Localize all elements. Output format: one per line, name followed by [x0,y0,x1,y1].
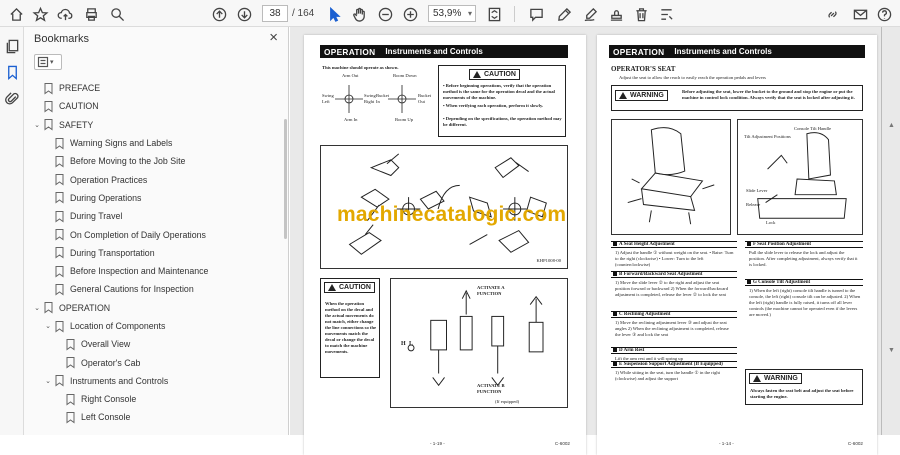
label-swing-right: Swing Right [364,93,376,104]
bookmark-item[interactable] [24,207,282,225]
section-header-title: Instruments and Controls [385,47,483,56]
bookmark-item[interactable] [24,353,282,371]
bookmark-item[interactable] [24,335,282,353]
zoom-level-value: 53,9% [433,8,462,19]
subsection-heading: B Forward/Backward Seat Adjustment [611,271,737,278]
zoom-in-icon[interactable] [401,5,419,23]
scroll-down-icon[interactable]: ▼ [888,347,895,354]
sign-icon[interactable] [823,5,841,23]
warning-triangle-icon [619,92,627,99]
intro-text: This machine should operate as shown. [322,65,399,70]
subsection-text: 1) While sitting in the seat, turn the handle ① in the right (clockwise) and adjust the support [615,370,720,381]
home-icon[interactable] [7,5,25,23]
bookmark-icon [44,83,53,94]
page-code: C-6002 [554,441,570,446]
section-header [320,45,568,58]
bookmark-icon [55,192,64,203]
bookmark-icon [55,266,64,277]
select-cursor-icon[interactable] [325,5,343,23]
left-rail [0,27,24,435]
bookmark-label: Operator's Cab [81,357,141,368]
subsection-text: 1) Move the slide lever ② to the right and adjust the seat position forward or backward 2) When the forward/backward adjustment is completed, release the lever ② to lock the seat [615,280,729,297]
subsection-text: 1) Move the reclining adjustment lever ③ and adjust the seat angles 2) When the reclining adjustment is completed, release the lever ③ and lock the seat [615,320,729,337]
figure-code: KHP1008-00 [536,258,561,263]
watermark: machinecatalogic.com [337,203,567,226]
bookmark-label: During Operations [70,192,142,203]
chevron-down-icon[interactable]: ⌄ [45,323,51,330]
toolbar-divider [514,6,515,22]
star-icon[interactable] [31,5,49,23]
label-tilt-positions: Tilt Adjustment Positions [744,134,791,139]
bookmark-panel-icon[interactable] [3,63,21,81]
page-total: / 164 [292,8,315,19]
subsection-text: 1) Adjust the handle ① without weight on the seat. • Raise: Turn to the right (clockwise) • Lower: Turn to the left (counterclockwise) [615,250,734,267]
page-number: - 1-14 - [719,441,734,446]
label-lock: Lock [766,220,776,225]
bookmark-label: Instruments and Controls [70,375,169,386]
square-bullet-icon [747,280,751,284]
operation-pattern-figure [322,73,432,125]
cloud-upload-icon[interactable] [56,5,74,23]
label-boom-down: Boom Down [393,73,417,78]
bookmark-label: During Travel [70,211,123,222]
label-console-tilt-handle: Console Tilt Handle [794,126,832,131]
bookmarks-title: Bookmarks [34,33,90,45]
fit-page-icon[interactable] [485,5,503,23]
bookmark-label: Operation Practices [70,174,148,185]
caution-box [438,65,566,137]
page-down-icon[interactable] [235,5,253,23]
warning-box [611,85,863,111]
warning-triangle-icon [473,71,481,78]
bookmark-icon [66,412,75,423]
list-options-icon [38,57,48,67]
bookmark-item[interactable] [24,372,282,390]
bookmark-tree [24,79,282,427]
operator-seat-illustration [612,120,730,234]
zoom-out-icon[interactable] [376,5,394,23]
bookmark-label: Warning Signs and Labels [70,138,173,149]
bookmark-item[interactable] [24,134,282,152]
bookmark-item[interactable] [24,299,282,317]
warning-triangle-icon [328,284,336,291]
square-bullet-icon [613,312,617,316]
bookmark-label: Left Console [81,412,131,423]
bookmark-item[interactable] [24,189,282,207]
bookmark-icon [44,101,53,112]
comment-icon[interactable] [527,5,545,23]
subsection-heading: A Seat Height Adjustment [611,241,737,248]
bookmark-icon [66,339,75,350]
bookmark-label: Before Moving to the Job Site [70,156,186,167]
square-bullet-icon [613,272,617,276]
console-tilt-figure [737,119,863,235]
bookmark-icon [44,302,53,313]
bookmark-icon [55,284,64,295]
section-header-title: Instruments and Controls [674,47,772,56]
label-release: Release [746,202,761,207]
bookmark-icon [66,394,75,405]
zoom-level-select[interactable] [428,5,476,22]
zoom-search-icon[interactable] [108,5,126,23]
more-tools-icon[interactable] [657,5,675,23]
bookmark-icon [55,247,64,258]
label-slide-lever: Slide Lever [746,188,768,193]
subsection-text: Pull the slide lever to release the lock and adjust the position. After completing adjustment, always verify that it is locked. [749,250,858,267]
chevron-down-icon[interactable]: ⌄ [34,121,40,129]
warning-triangle-icon [753,375,761,382]
stamp-icon[interactable] [607,5,625,23]
hand-tool-icon[interactable] [350,5,368,23]
subsection-heading: D Arm Rest [611,347,737,354]
bookmark-item[interactable] [24,262,282,280]
bookmark-item[interactable] [24,244,282,262]
label-bucket-in: Bucket In [376,93,390,104]
bookmark-label: Before Inspection and Maintenance [70,266,209,277]
section-header-box: OPERATION [609,47,668,57]
bookmarks-panel [24,27,289,435]
bookmark-item[interactable] [24,152,282,170]
bookmark-item[interactable] [24,390,282,408]
bookmark-item[interactable] [24,79,282,97]
subsection-heading: C Reclining Adjustment [611,311,737,318]
bookmark-label: CAUTION [59,101,99,112]
warning-text-2: Always fasten the seat belt and adjust the seat before starting the engine. [750,388,854,399]
caution-item: • Depending on the specifications, the operation method may be different. [443,116,562,127]
label-arm-in: Arm In [344,117,358,122]
chevron-down-icon[interactable]: ⌄ [34,304,40,312]
square-bullet-icon [613,242,617,246]
bookmark-item[interactable] [24,280,282,298]
email-icon[interactable] [851,5,869,23]
viewer-divider [881,27,882,435]
bookmark-options-button[interactable] [34,54,62,70]
intro-text: Adjust the seat to allow the reach to easily reach the operation pedals and levers [619,75,766,80]
bookmarks-scrollbar[interactable] [282,79,288,429]
bookmark-icon [55,375,64,386]
page-number: - 1-19 - [430,441,445,446]
caution-item: • When verifying each operation, perform it slowly. [443,103,544,108]
label-bucket-out: Bucket Out [418,93,432,104]
bookmark-item[interactable] [24,225,282,243]
chevron-down-icon: ▾ [467,9,472,18]
document-page-left [304,35,586,455]
bookmark-label: General Cautions for Inspection [70,284,194,295]
bookmark-label: On Completion of Daily Operations [70,229,206,240]
bookmark-item[interactable] [24,116,282,134]
page-number-input[interactable]: 38 [262,5,288,22]
help-icon[interactable] [875,5,893,23]
chevron-down-icon[interactable]: ⌄ [45,377,51,385]
subsection-heading: F Seat Position Adjustment [745,241,863,248]
trash-icon[interactable] [632,5,650,23]
bookmark-icon [55,156,64,167]
bookmark-label: SAFETY [59,119,94,130]
page-code: C-6002 [847,441,863,446]
document-page-right [597,35,877,455]
warning-box-2 [745,369,863,405]
print-icon[interactable] [82,5,100,23]
toolbar [0,0,900,27]
subsection-text: 1) When the left (right) console tilt handle is turned to the console, the left (right) console tilt can be adjusted. 2) When the left (right) handle is fully raised, it turns off all lever controls (the machine cannot be operated even if the levers are moved.) [749,288,861,317]
caution-item: • Before beginning operations, verify that the operation method is the same for the operation decal and the actual movements of the machine. [443,83,555,100]
highlight-pen-icon[interactable] [555,5,573,23]
document-scrollbar[interactable] [886,27,898,435]
bookmark-icon [55,321,64,332]
bookmark-label: During Transportation [70,247,155,258]
bookmark-label: OPERATION [59,302,111,313]
caution-label: CAUTION [469,69,520,80]
subsection-heading: G Console Tilt Adjustment [745,279,863,286]
bookmark-label: PREFACE [59,83,101,94]
bookmark-icon [44,119,53,130]
caution-box-2 [320,278,380,378]
bookmark-icon [55,229,64,240]
seat-figure [611,119,731,235]
section-header [609,45,865,58]
square-bullet-icon [613,362,617,366]
draw-icon[interactable] [581,5,599,23]
bookmark-item[interactable] [24,97,282,115]
label-activate-a: ACTIVATE A FUNCTION [477,285,505,296]
bookmark-label: Right Console [81,394,137,405]
chevron-down-icon: ▾ [50,59,54,66]
bookmark-icon [66,357,75,368]
label-l: L [409,341,414,347]
page-heading: OPERATOR'S SEAT [611,65,676,73]
document-viewer[interactable] [290,27,900,446]
label-boom-up: Boom Up [395,117,413,122]
bookmark-item[interactable] [24,170,282,188]
warning-text: Before adjusting the seat, lower the bucket to the ground and stop the engine or put the machine in control lock condition. Always verify that the seat is locked after adjusting it. [682,89,855,100]
subsection-heading: E Suspension Support Adjustment (If Equipped) [611,361,737,368]
bookmark-item[interactable] [24,408,282,426]
scrollbar-thumb[interactable] [284,119,287,239]
square-bullet-icon [747,242,751,246]
label-h: H [401,341,406,347]
bookmark-item[interactable] [24,317,282,335]
bookmark-label: Location of Components [70,321,166,331]
bookmark-icon [55,174,64,185]
bookmark-label: Overall View [81,339,131,350]
subsection-text: Lift the arm rest and it will spring up [615,356,683,361]
attachment-icon[interactable] [3,89,21,107]
label-arm-out: Arm Out [342,73,359,78]
caution-text-2: When the operation method on the decal and the actual movements do not match, either change the line connections so the movements match the decal or change the decal to match the machine movements. [325,301,377,354]
bookmark-icon [55,211,64,222]
lever-function-figure [390,278,568,408]
label-swing-left: Swing Left [322,93,334,104]
square-bullet-icon [613,348,617,352]
warning-label-2: WARNING [749,373,802,384]
caution-label-2: CAUTION [324,282,375,293]
close-icon[interactable]: × [269,29,278,46]
scroll-up-icon[interactable]: ▲ [888,122,895,129]
pages-thumbnail-icon[interactable] [3,37,21,55]
label-activate-b: ACTIVATE B FUNCTION [477,383,505,394]
page-up-icon[interactable] [210,5,228,23]
warning-label: WARNING [615,90,668,101]
section-header-box: OPERATION [320,47,379,57]
bookmark-icon [55,138,64,149]
label-if-equipped: (If equipped) [495,399,520,404]
